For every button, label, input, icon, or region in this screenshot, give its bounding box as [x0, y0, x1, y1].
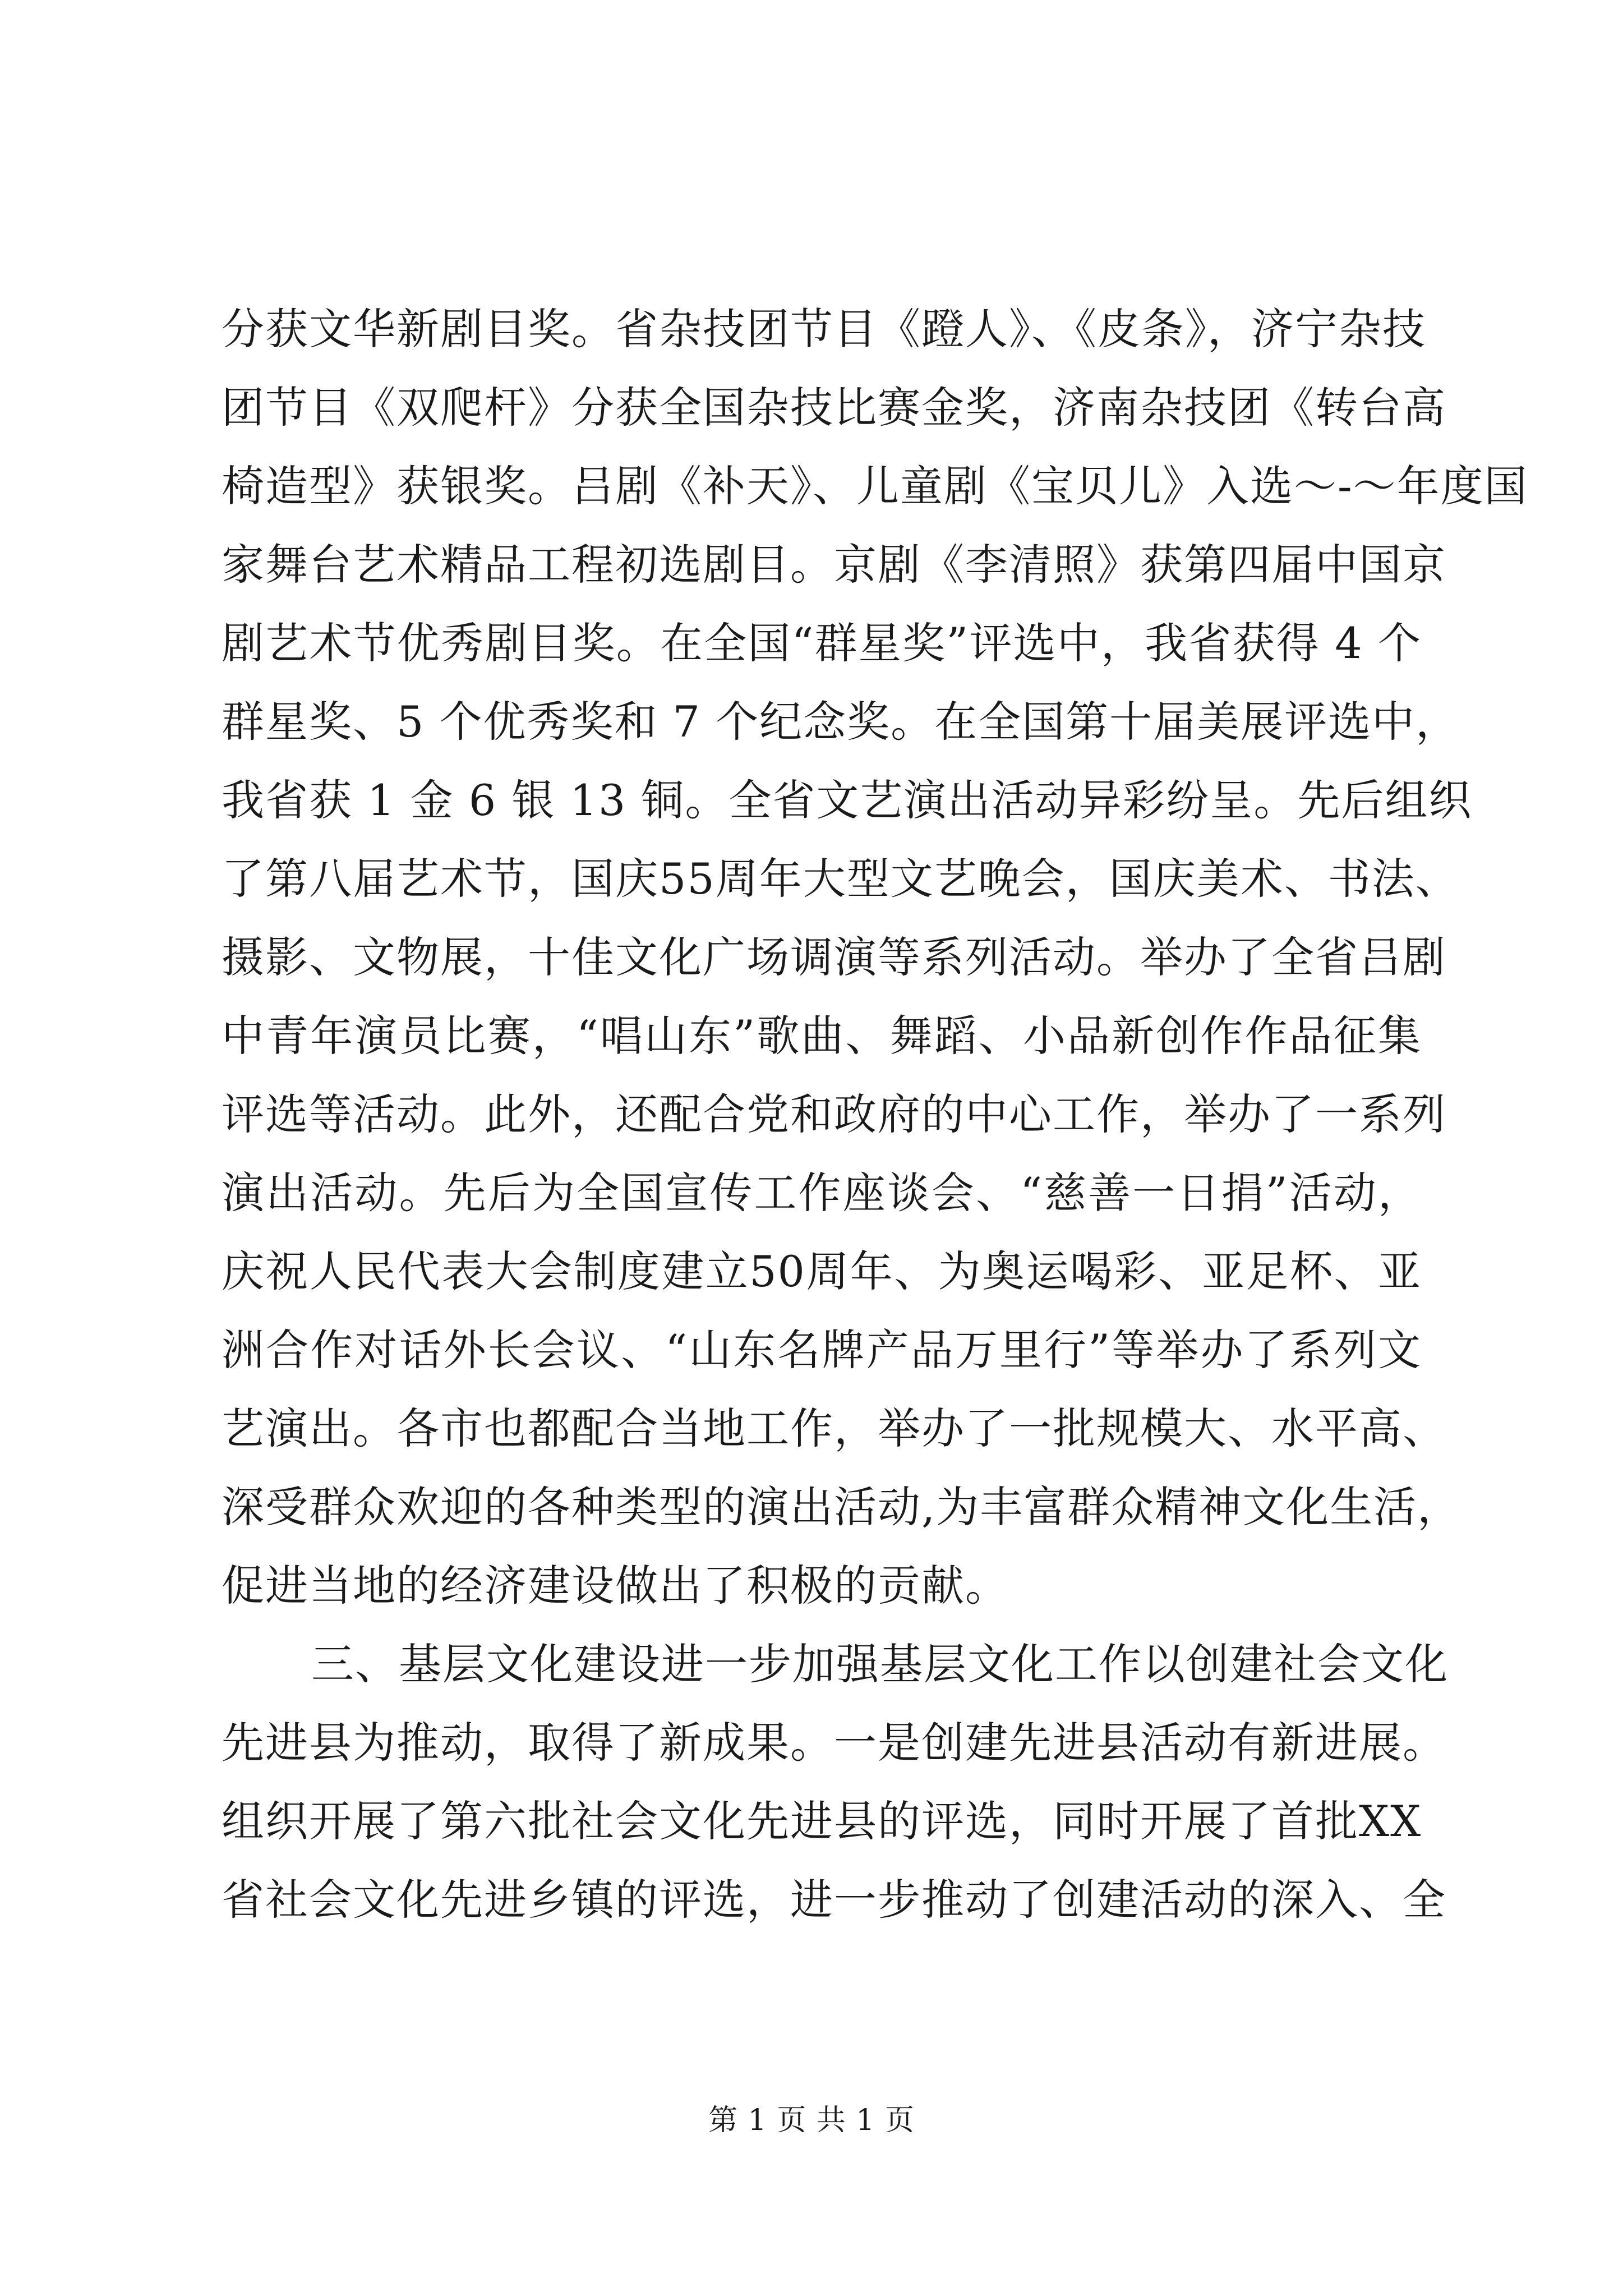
- body-line: 分获文华新剧目奖。省杂技团节目《蹬人》、《皮条》，济宁杂技: [222, 304, 1426, 354]
- body-line: 评选等活动。此外，还配合党和政府的中心工作，举办了一系列: [222, 1089, 1446, 1139]
- body-line: 我省获 1 金 6 银 13 铜。全省文艺演出活动异彩纷呈。先后组织: [222, 775, 1473, 825]
- body-line: 洲合作对话外长会议、“山东名牌产品万里行”等举办了系列文: [222, 1325, 1422, 1375]
- body-line: 中青年演员比赛，“唱山东”歌曲、舞蹈、小品新创作作品征集: [222, 1011, 1422, 1061]
- body-line: 团节目《双爬杆》分获全国杂技比赛金奖，济南杂技团《转台高: [222, 383, 1446, 432]
- body-line: 剧艺术节优秀剧目奖。在全国“群星奖”评选中，我省获得 4 个: [222, 618, 1422, 668]
- body-line: 演出活动。先后为全国宣传工作座谈会、“慈善一日捐”活动，: [222, 1168, 1422, 1218]
- body-line: 深受群众欢迎的各种类型的演出活动,为丰富群众精神文化生活，: [222, 1482, 1461, 1532]
- body-line: 艺演出。各市也都配合当地工作，举办了一批规模大、水平高、: [222, 1404, 1446, 1453]
- body-line: 摄影、文物展，十佳文化广场调演等系列活动。举办了全省吕剧: [222, 932, 1446, 982]
- body-line: 组织开展了第六批社会文化先进县的评选，同时开展了首批XX: [222, 1796, 1422, 1846]
- body-line: 椅造型》获银奖。吕剧《补天》、儿童剧《宝贝儿》入选～-～年度国: [222, 461, 1528, 511]
- body-line: 群星奖、5 个优秀奖和 7 个纪念奖。在全国第十届美展评选中，: [222, 697, 1460, 747]
- body-line: 促进当地的经济建设做出了积极的贡献。: [222, 1561, 1009, 1611]
- page-number-footer: 第 1 页 共 1 页: [708, 2104, 915, 2137]
- body-line: 庆祝人民代表大会制度建立50周年、为奥运喝彩、亚足杯、亚: [222, 1246, 1422, 1296]
- body-line: 了第八届艺术节，国庆55周年大型文艺晚会，国庆美术、书法、: [222, 854, 1459, 904]
- paragraph-start-line: 三、基层文化建设进一步加强基层文化工作以创建社会文化: [311, 1639, 1449, 1689]
- body-line: 家舞台艺术精品工程初选剧目。京剧《李清照》获第四届中国京: [222, 540, 1446, 590]
- body-line: 省社会文化先进乡镇的评选，进一步推动了创建活动的深入、全: [222, 1875, 1446, 1925]
- body-line: 先进县为推动，取得了新成果。一是创建先进县活动有新进展。: [222, 1718, 1446, 1768]
